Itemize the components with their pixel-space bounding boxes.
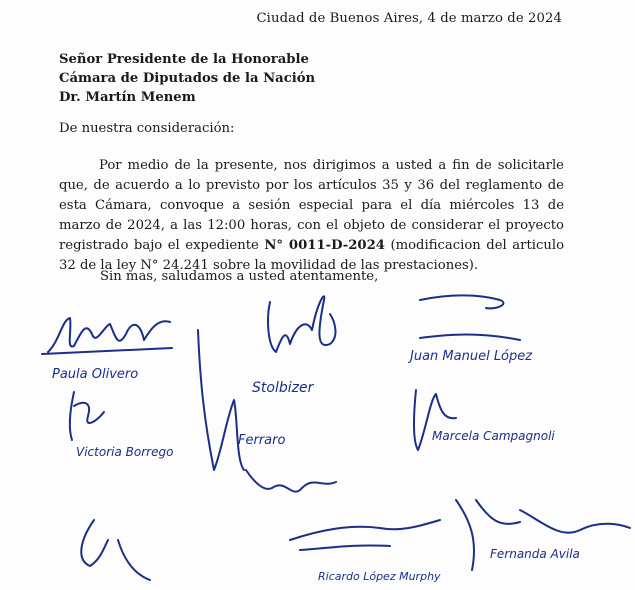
signature-scribble-2 — [70, 392, 104, 440]
closing-line: Sin mas, saludamos a usted atentamente, — [100, 269, 379, 284]
signature-name-5: Juan Manuel López — [410, 349, 533, 364]
signature-scribble-1 — [42, 318, 172, 354]
addressee-line-2: Cámara de Diputados de la Nación — [59, 71, 316, 86]
signature-name-3: Stolbizer — [252, 380, 314, 396]
date-line: Ciudad de Buenos Aires, 4 de marzo de 2024 — [256, 11, 562, 26]
signatures-area — [0, 280, 635, 590]
signature-name-7: Ricardo López Murphy — [318, 570, 441, 583]
signature-name-6: Marcela Campagnoli — [432, 429, 555, 443]
addressee-block — [59, 50, 315, 107]
body-text-part-2: (modificacion del articulo 32 de la ley N° 24.241 sobre la movilidad de las prestaciones). — [59, 238, 565, 273]
addressee-line-3: Dr. Martín Menem — [59, 90, 196, 105]
signature-scribble-3b — [198, 330, 244, 470]
signature-name-1: Paula Olivero — [52, 367, 139, 382]
signature-scribble-7 — [290, 520, 440, 550]
signature-name-2: Victoria Borrego — [76, 445, 174, 459]
signature-scribble-3 — [268, 296, 335, 352]
addressee-line-1: Señor Presidente de la Honorable — [59, 52, 309, 67]
signature-scribble-4 — [246, 470, 336, 492]
greeting: De nuestra consideración: — [59, 121, 235, 136]
signature-name-8: Fernanda Avila — [490, 547, 580, 561]
signature-scribble-5 — [420, 295, 520, 340]
expediente-number: N° 0011-D-2024 — [264, 238, 385, 253]
signature-scribble-9 — [520, 510, 630, 533]
signature-scribble-8 — [81, 520, 150, 580]
body-paragraph — [59, 156, 564, 276]
signature-name-4: Ferraro — [238, 433, 286, 448]
body-text-part-1: Por medio de la presente, nos dirigimos a usted a fin de solicitarle que, de acuerdo a lo previsto por los artículos 35 y 36 del reglamento de esta Cámara, convoque a sesión especial para el día miércoles 13 de marzo de 2024, a las 12:00 horas, con el objeto de considerar el proyecto registrado bajo el expediente — [59, 158, 564, 253]
